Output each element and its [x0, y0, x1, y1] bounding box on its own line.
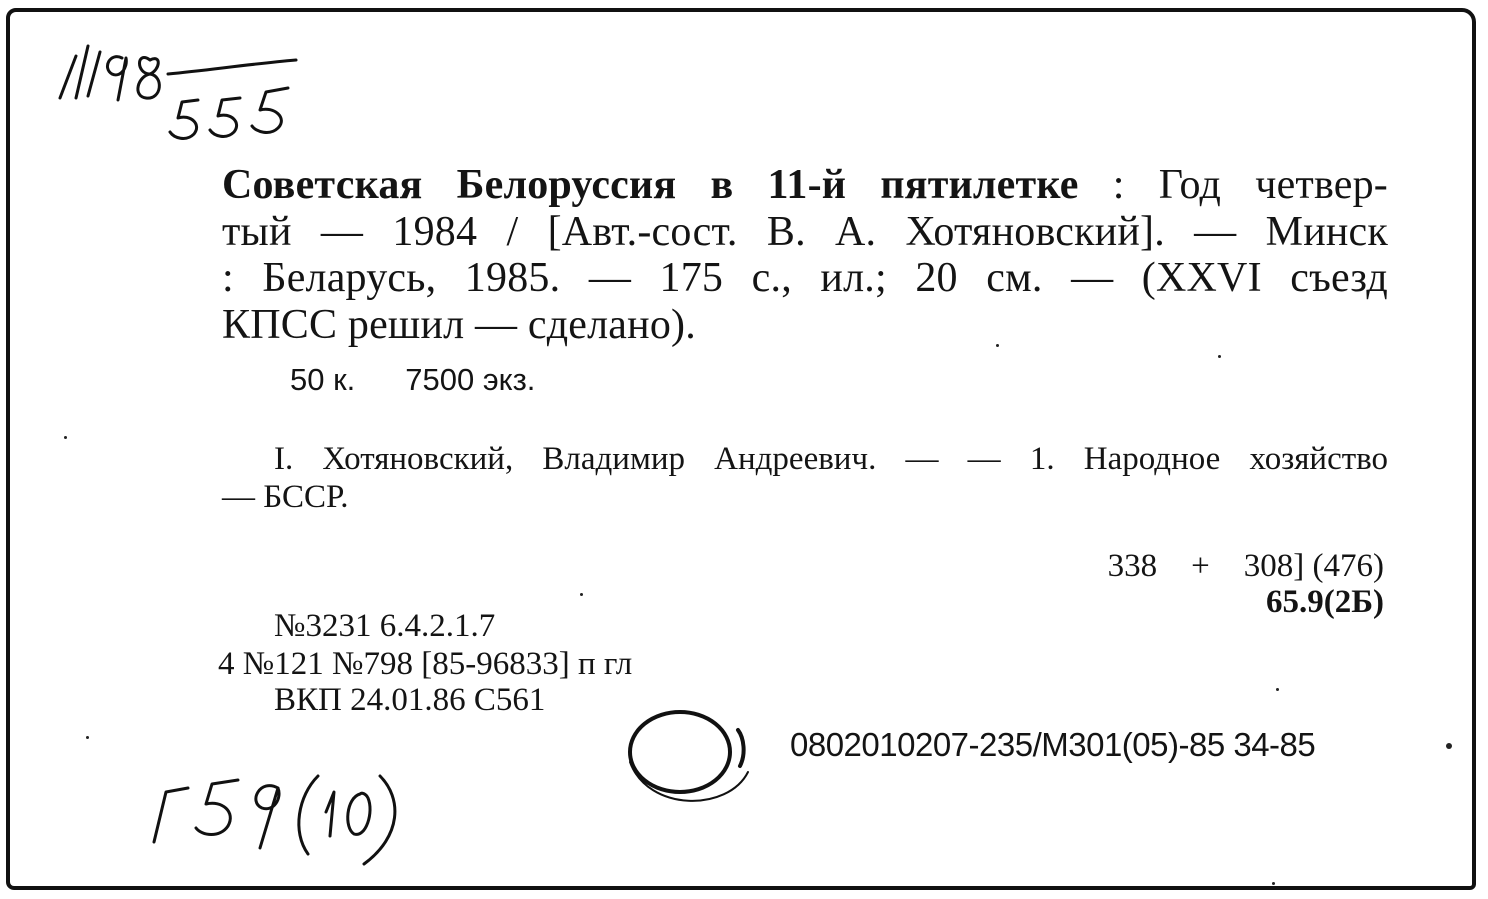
copies: 7500 экз.	[405, 362, 536, 397]
scan-speck	[1218, 355, 1221, 358]
udc-number	[1108, 548, 1384, 585]
handwritten-call-number	[140, 752, 430, 872]
scan-speck	[1446, 743, 1452, 749]
tech-line-3: ВКП 24.01.86 С561	[274, 682, 546, 718]
title-line-1-rest: : Год четвер-	[1078, 162, 1388, 208]
title-line-3: : Беларусь, 1985. — 175 с., ил.; 20 см. — (XXVI съезд	[222, 255, 1388, 301]
tracing-line-2: — БССР.	[222, 479, 349, 515]
tracings	[222, 440, 1388, 516]
udc-b: 308] (476)	[1243, 548, 1384, 584]
title-line-4: КПСС решил — сделано).	[222, 301, 696, 348]
udc-plus: +	[1191, 548, 1210, 584]
handwritten-shelfmark	[50, 28, 310, 148]
title-description	[222, 162, 1388, 348]
bbk-number: 65.9(2Б)	[1265, 584, 1384, 620]
scan-speck	[1276, 688, 1279, 691]
scan-speck	[580, 593, 583, 596]
scan-speck	[1272, 882, 1275, 885]
price: 50 к.	[290, 362, 356, 397]
title-line-2: тый — 1984 / [Авт.-сост. В. А. Хотяновский]. — Минск	[222, 208, 1388, 255]
tech-line-1: №3231 6.4.2.1.7	[274, 608, 496, 644]
index-line: 0802010207-235/М301(05)-85 34-85	[790, 726, 1316, 763]
scan-speck	[64, 436, 67, 439]
tech-line-2: 4 №121 №798 [85-96833] п гл	[218, 646, 633, 682]
tracing-line-1: I. Хотяновский, Владимир Андреевич. — — 1. Народное хозяйство	[274, 441, 1388, 477]
title-line-1	[222, 162, 1388, 209]
copyright-circle-icon	[618, 702, 778, 822]
scan-speck	[996, 344, 999, 347]
title-bold: Советская Белоруссия в 11-й пятилетке	[222, 162, 1079, 208]
udc-a: 338	[1107, 548, 1158, 584]
scan-speck	[86, 736, 89, 739]
price-copies	[290, 362, 535, 398]
